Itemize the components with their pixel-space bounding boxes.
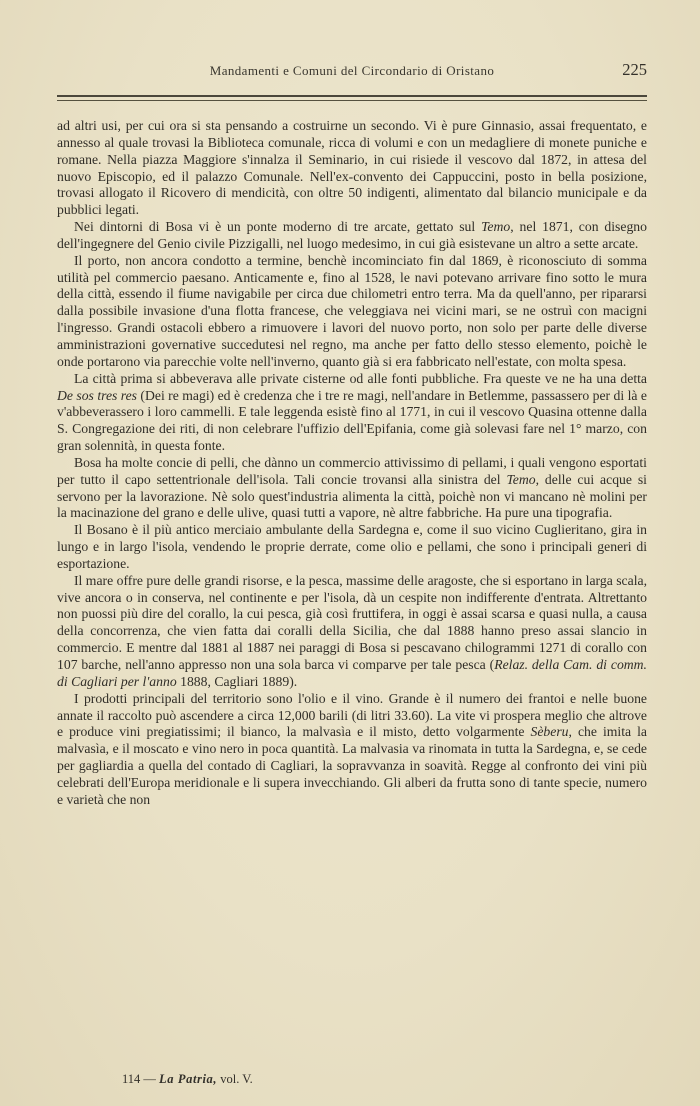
header-rule-thick [57, 95, 647, 97]
text-run: ad altri usi, per cui ora si sta pensando a costruirne un secondo. Vi è pure Ginnasio, assai frequentato, e annesso al quale trovasi la Biblioteca comunale, ricca di volumi e con un medagliere di monete puniche e romane. Nella piazza Maggiore s'innalza il Seminario, in cui risiede il vescovo dal 1872, in attesa del nuovo Episcopio, ed il palazzo Comunale. Nell'ex-convento dei Cappuccini, posto in bella posizione, trovasi allogato il Ricovero di mendicità, con oltre 50 indigenti, alimentato dal bilancio municipale e da pubblici legati. [57, 118, 647, 218]
italic-text: De sos tres res [57, 387, 137, 403]
italic-text: Temo [506, 471, 536, 487]
text-run: Nei dintorni di Bosa vi è un ponte moderno di tre arcate, gettato sul [74, 219, 482, 235]
text-run: (Dei re magi) ed è credenza che i tre re magi, nell'andare in Betlemme, passassero per di là e v'abbeverassero i loro cammelli. E tale leggenda esistè fino al 1771, in cui il vescovo Quasina ottenne dalla S. Congregazione dei riti, di non celebrare l'uffizio dell'Epifania, come già solevasi fare nel 1° marzo, con gran solennità, in questa fonte. [57, 387, 647, 454]
body-text [57, 118, 647, 1062]
text-run: , nel 1871, con disegno dell'ingegnere del Genio civile Pizzigalli, nel luogo medesimo, in cui già esistevane un altro a sette arcate. [57, 219, 647, 251]
page-footer [122, 1072, 253, 1087]
text-run: 1888, Cagliari 1889). [176, 673, 298, 689]
text-run: Il porto, non ancora condotto a termine, benchè incominciato fin dal 1869, è riconosciuto di somma utilità pel commercio paesano. Anticamente e, fino al 1528, le navi potevano arrivare fino sotto le mura della città, essendo il fiume navigabile per circa due chilometri entro terra. Ma da quell'anno, per ripararsi dalla possibile invasione d'una flotta francese, che veleggiava nei vicini mari, se ne ostruì con macigni l'ingresso. Grandi ostacoli ebbero a rimuovere i lavori del nuovo porto, non solo per parte delle diverse amministrazioni governative succedutesi nel regno, ma anche per fatto dello stesso elemento, poichè le onde portarono via parecchie volte nell'inverno, quanto già si era fabbricato nell'estate, con molta spesa. [57, 252, 647, 369]
header-rule-thin [57, 100, 647, 101]
paragraph [57, 219, 647, 253]
text-run: Il mare offre pure delle grandi risorse, e la pesca, massime delle aragoste, che si esportano in larga scala, vive ancora o in conserva, nel continente e per l'isola, dà un cespite non indifferente d'entrata. Altrettanto non puossi più dire del corallo, la cui pesca, già così fruttifera, in oggi è assai scarsa e quasi nulla, a causa della concorrenza, che vien fatta dai coralli della Sicilia, che dal 1888 hanno preso assai slancio in commercio. E mentre dal 1881 al 1887 nei paraggi di Bosa si pescavano chilogrammi 1271 di corallo con 107 barche, nell'anno appresso non una sola barca vi comparve per tale pesca ( [57, 572, 647, 672]
footer-signature: 114 — [122, 1072, 160, 1086]
text-run: Bosa ha molte concie di pelli, che dànno un commercio attivissimo di pellami, i quali vengono esportati per tutto il capo settentrionale dell'isola. Tali concie trovansi alla sinistra del [57, 454, 647, 487]
paragraph [57, 118, 647, 219]
header-rule [57, 95, 647, 101]
italic-text: Relaz. della Cam. di comm. di Cagliari per l'anno [57, 657, 647, 689]
text-run: I prodotti principali del territorio sono l'olio e il vino. Grande è il numero dei frantoi e nelle buone annate il raccolto può ascendere a circa 12,000 barili (di litri 33.60). La vite vi prospera meglio che altrove e produce vini pregiatissimi; il bianco, la malvasìa e il misto, detto volgarmente [57, 690, 647, 740]
italic-text: Temo [481, 219, 511, 235]
page-number: 225 [622, 60, 647, 79]
footer-volume: vol. V. [217, 1072, 253, 1086]
italic-text: Sèberu [530, 724, 569, 740]
paragraph [57, 253, 647, 371]
paragraph [57, 522, 647, 573]
paragraph [57, 691, 647, 809]
text-run: La città prima si abbeverava alle private cisterne od alle fonti pubbliche. Fra queste ve ne ha una detta [74, 370, 647, 386]
text-run: , che imita la malvasìa, e il moscato e vino nero in poca quantità. La malvasia va rinomata in tutta la Sardegna, e, se cede per gagliardia a quella del contado di Cagliari, la sopravvanza in soavità. Regge al confronto dei vini più celebrati dell'Europa meridionale e li supera invecchiando. Gli alberi da frutta sono di tante specie, numero e varietà che non [57, 724, 647, 807]
page-header [57, 60, 647, 83]
running-title: Mandamenti e Comuni del Circondario di Oristano [209, 63, 495, 78]
paragraph [57, 455, 647, 522]
paragraph [57, 573, 647, 691]
text-run: Il Bosano è il più antico merciaio ambulante della Sardegna e, come il suo vicino Cuglieritano, gira in lungo e in largo l'isola, vendendo le proprie derrate, come olio e pellami, che sono i principali generi di esportazione. [57, 522, 647, 571]
text-run: , delle cui acque si servono per la lavorazione. Nè solo quest'industria alimenta la città, poichè non vi mancano nè molini per la macinazione del grano e delle ulive, quasi tutti a vapore, nè altre fabbriche. Ha pure una tipografia. [57, 471, 647, 521]
footer-work-title: La Patria, [159, 1072, 218, 1086]
paragraph [57, 371, 647, 455]
